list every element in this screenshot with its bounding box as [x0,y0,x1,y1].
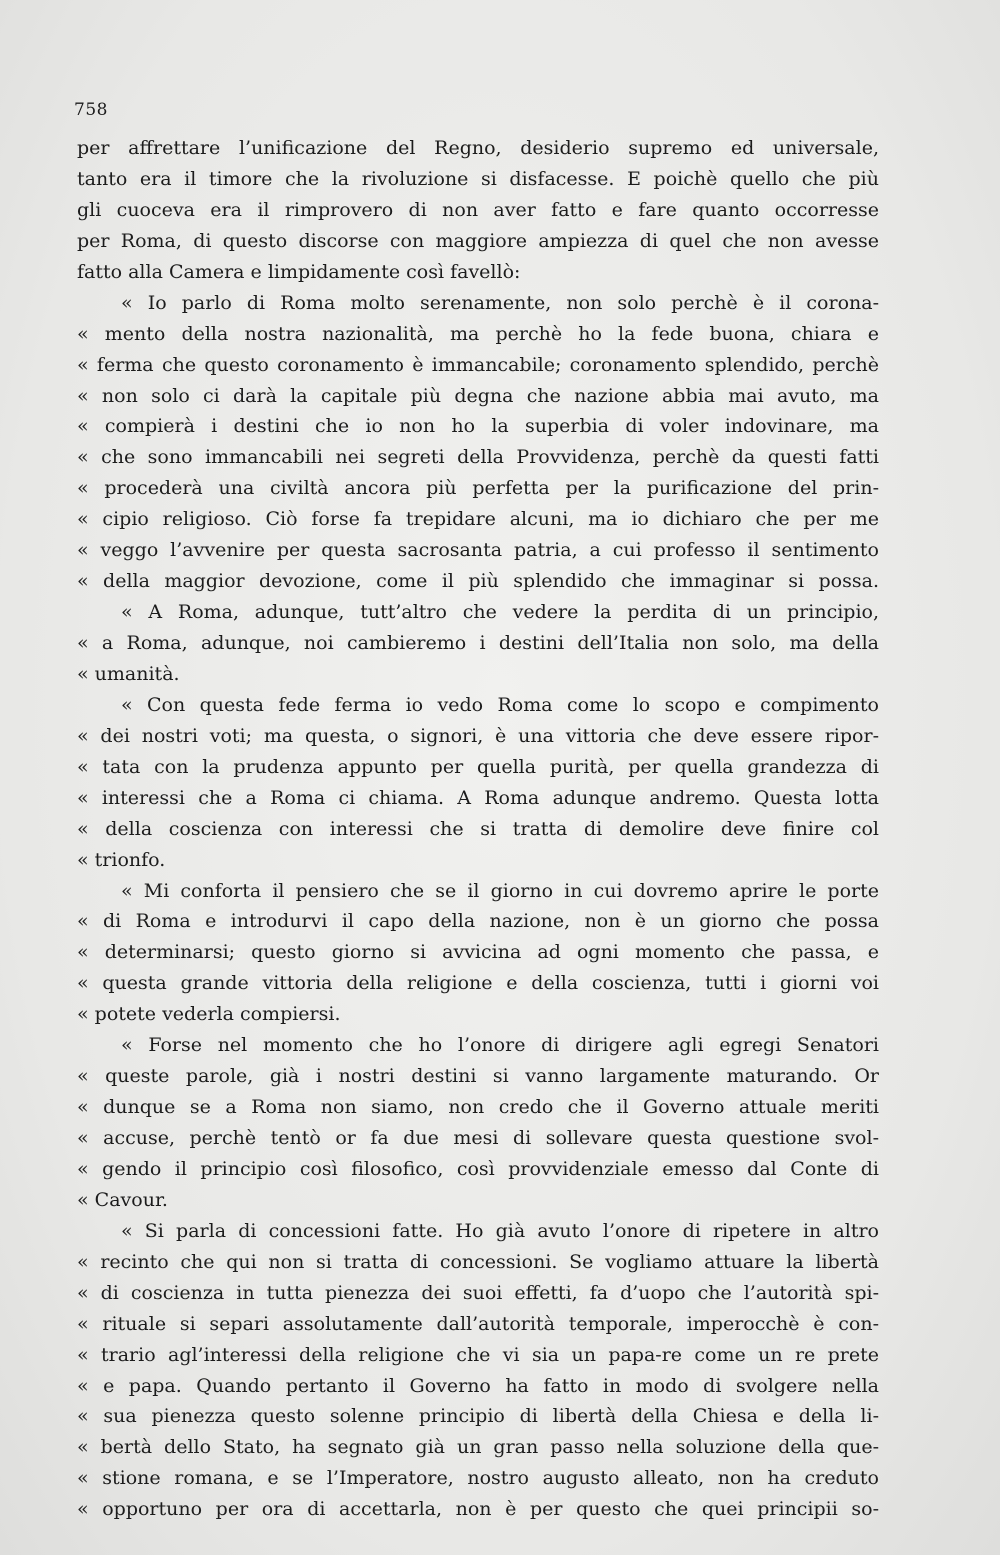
text-line: « potete vederla compiersi. [77,1003,341,1026]
text-line: « umanità. [77,662,180,685]
body-text [77,133,879,1525]
text-line: per affrettare l’unificazione del Regno, desiderio supremo ed universale, [77,137,879,159]
text-line: « a Roma, adunque, noi cambieremo i destini dell’Italia non solo, ma della [77,632,879,654]
text-line: « compierà i destini che io non ho la superbia di voler indovinare, ma [77,415,879,438]
text-line: « rituale si separi assolutamente dall’autorità temporale, imperocchè è con- [77,1312,879,1335]
page-number: 758 [74,100,108,120]
text-line: « cipio religioso. Ciò forse fa trepidare alcuni, ma io dichiaro che per me [77,508,879,531]
text-line: « trario agl’interessi della religione che vi sia un papa-re come un re prete [77,1343,879,1366]
text-line: « che sono immancabili nei segreti della Provvidenza, perchè da questi fatti [77,446,879,469]
text-line: « queste parole, già i nostri destini si vanno largamente maturando. Or [77,1065,879,1088]
text-line: « A Roma, adunque, tutt’altro che vedere la perdita di un principio, [121,601,879,624]
text-line: « Con questa fede ferma io vedo Roma come lo scopo e compimento [121,693,879,716]
text-line: « di coscienza in tutta pienezza dei suoi effetti, fa d’uopo che l’autorità spi- [77,1281,879,1304]
text-line: « recinto che qui non si tratta di concessioni. Se vogliamo attuare la libertà [77,1250,879,1273]
text-line: « questa grande vittoria della religione e della coscienza, tutti i giorni voi [77,972,879,995]
text-line: « mento della nostra nazionalità, ma perchè ho la fede buona, chiara e [77,322,879,345]
text-line: « bertà dello Stato, ha segnato già un gran passo nella soluzione della que- [77,1436,879,1459]
text-line: « della maggior devozione, come il più splendido che immaginar si possa. [77,570,879,593]
text-line: per Roma, di questo discorse con maggiore ampiezza di quel che non avesse [77,229,879,252]
text-line: « sua pienezza questo solenne principio di libertà della Chiesa e della li- [77,1405,879,1428]
text-line: « interessi che a Roma ci chiama. A Roma adunque andremo. Questa lotta [77,786,879,809]
text-line: « non solo ci darà la capitale più degna che nazione abbia mai avuto, ma [77,384,879,407]
text-line: « Io parlo di Roma molto serenamente, non solo perchè è il corona- [121,291,879,314]
text-line: « gendo il principio così filosofico, così provvidenziale emesso dal Conte di [77,1157,879,1180]
text-line: « Si parla di concessioni fatte. Ho già avuto l’onore di ripetere in altro [121,1219,879,1242]
text-line: gli cuoceva era il rimprovero di non aver fatto e fare quanto occorresse [77,198,879,221]
text-line: tanto era il timore che la rivoluzione si disfacesse. E poichè quello che più [77,167,879,190]
text-line: « stione romana, e se l’Imperatore, nostro augusto alleato, non ha creduto [77,1467,879,1490]
text-line: « e papa. Quando pertanto il Governo ha fatto in modo di svolgere nella [77,1374,879,1397]
text-line: « accuse, perchè tentò or fa due mesi di sollevare questa questione svol- [77,1127,879,1149]
text-line: « della coscienza con interessi che si tratta di demolire deve finire col [77,817,879,840]
text-line: « ferma che questo coronamento è immancabile; coronamento splendido, perchè [77,353,879,376]
text-line: « tata con la prudenza appunto per quella purità, per quella grandezza di [77,755,879,778]
text-line: « procederà una civiltà ancora più perfetta per la purificazione del prin- [77,477,879,500]
text-line: fatto alla Camera e limpidamente così favellò: [77,260,521,283]
text-line: « Mi conforta il pensiero che se il giorno in cui dovremo aprire le porte [121,879,879,902]
text-line: « di Roma e introdurvi il capo della nazione, non è un giorno che possa [77,910,879,933]
text-line: « Cavour. [77,1188,168,1211]
text-line: « opportuno per ora di accettarla, non è per questo che quei principii so- [77,1498,879,1521]
text-line: « veggo l’avvenire per questa sacrosanta patria, a cui professo il sentimento [77,539,879,562]
text-line: « trionfo. [77,848,166,871]
text-line: « dei nostri voti; ma questa, o signori, è una vittoria che deve essere ripor- [77,724,879,747]
text-line: « determinarsi; questo giorno si avvicina ad ogni momento che passa, e [77,941,879,964]
text-line: « Forse nel momento che ho l’onore di dirigere agli egregi Senatori [121,1034,879,1057]
text-line: « dunque se a Roma non siamo, non credo che il Governo attuale meriti [77,1096,879,1119]
